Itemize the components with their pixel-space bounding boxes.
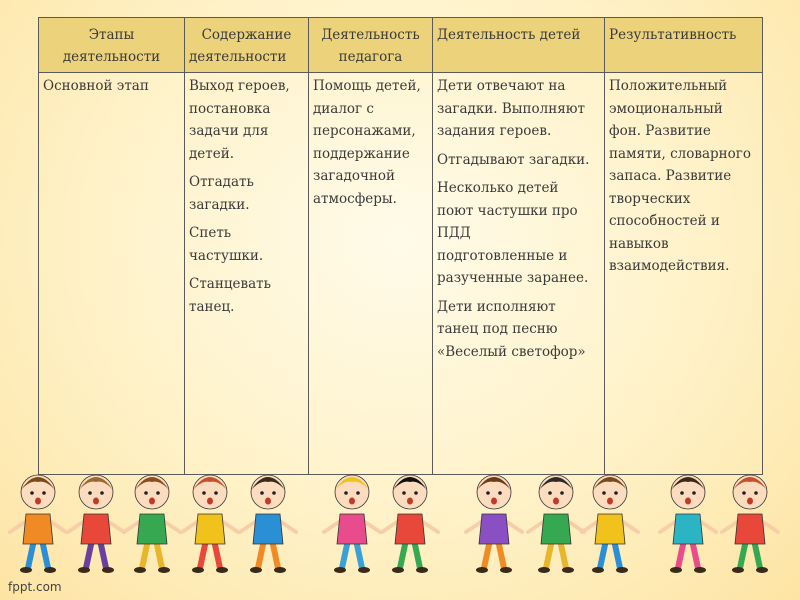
- cell-content: [185, 73, 309, 475]
- cell-line: «Веселый светофор»: [437, 343, 586, 360]
- header-stages: Этапы деятельности: [39, 18, 185, 73]
- child-figure: [722, 475, 778, 573]
- cell-line: частушки.: [189, 247, 264, 264]
- cell-paragraph: [189, 222, 304, 267]
- child-figure: [382, 475, 438, 573]
- cell-line: загадки.: [189, 196, 250, 213]
- cell-results: [605, 73, 763, 475]
- cell-line: памяти, словарного: [609, 145, 751, 162]
- cell-line: поддержание: [313, 145, 410, 162]
- cell-paragraph: [189, 75, 304, 165]
- cell-paragraph: [437, 177, 600, 290]
- cell-paragraph: [189, 273, 304, 318]
- cell-line: эмоциональный: [609, 100, 723, 117]
- child-figure: [240, 475, 296, 573]
- cell-line: Отгадывают загадки.: [437, 151, 590, 168]
- cell-paragraph: [313, 75, 428, 210]
- cell-line: персонажами,: [313, 123, 416, 139]
- child-figure: [582, 475, 638, 573]
- cell-line: задачи для: [189, 123, 269, 139]
- cell-paragraph: [189, 171, 304, 216]
- footer-brand: fppt.com: [8, 580, 62, 594]
- cell-line: Выход героев,: [189, 78, 290, 94]
- cell-line: фон. Развитие: [609, 123, 711, 139]
- child-figure: [182, 475, 238, 573]
- cell-line: запаса. Развитие: [609, 168, 732, 184]
- cell-line: взаимодействия.: [609, 258, 730, 274]
- cell-line: детей.: [189, 145, 235, 162]
- child-figure: [660, 475, 716, 573]
- cell-line: Положительный: [609, 78, 728, 94]
- cell-line: задания героев.: [437, 123, 552, 139]
- table-header-row: [39, 18, 763, 73]
- cell-line: танец.: [189, 298, 235, 315]
- cell-line: загадки. Выполняют: [437, 100, 585, 117]
- cell-paragraph: [437, 149, 600, 172]
- table-row: [39, 73, 763, 475]
- cell-paragraph: [437, 75, 600, 143]
- cell-line: танец под песню: [437, 321, 558, 337]
- cell-line: Станцевать: [189, 276, 271, 292]
- cell-paragraph: [437, 296, 600, 364]
- cell-line: подготовленные и: [437, 247, 568, 264]
- header-results: Результативность: [605, 18, 763, 73]
- cell-line: постановка: [189, 100, 271, 117]
- cell-teacher: [309, 73, 433, 475]
- cell-line: Спеть: [189, 225, 232, 241]
- dancing-children-illustration: [0, 456, 800, 580]
- child-figure: [68, 475, 124, 573]
- header-children-activity: Деятельность детей: [433, 18, 605, 73]
- cell-line: Дети отвечают на: [437, 78, 566, 94]
- cell-line: атмосферы.: [313, 190, 397, 207]
- cell-line: Отгадать: [189, 174, 254, 190]
- header-content: Содержание деятельности: [185, 18, 309, 73]
- cell-line: Основной этап: [43, 78, 149, 94]
- cell-line: навыков: [609, 235, 669, 252]
- cell-line: творческих: [609, 190, 691, 207]
- cell-line: Дети исполняют: [437, 298, 556, 315]
- child-figure: [10, 475, 66, 573]
- cell-line: разученные заранее.: [437, 270, 589, 286]
- cell-paragraph: [43, 75, 180, 98]
- child-figure: [528, 475, 584, 573]
- cell-line: Несколько детей: [437, 180, 559, 196]
- child-figure: [466, 475, 522, 573]
- cell-paragraph: [609, 75, 758, 278]
- activity-table: [38, 17, 763, 475]
- cell-line: Помощь детей,: [313, 78, 421, 94]
- header-teacher-activity: Деятельность педагога: [309, 18, 433, 73]
- cell-line: загадочной: [313, 168, 396, 184]
- cell-line: ПДД: [437, 225, 471, 241]
- child-figure: [324, 475, 380, 573]
- cell-line: диалог с: [313, 100, 374, 117]
- cell-line: способностей и: [609, 213, 720, 229]
- cell-line: поют частушки про: [437, 202, 578, 219]
- cell-children: [433, 73, 605, 475]
- cell-stage: [39, 73, 185, 475]
- child-figure: [124, 475, 180, 573]
